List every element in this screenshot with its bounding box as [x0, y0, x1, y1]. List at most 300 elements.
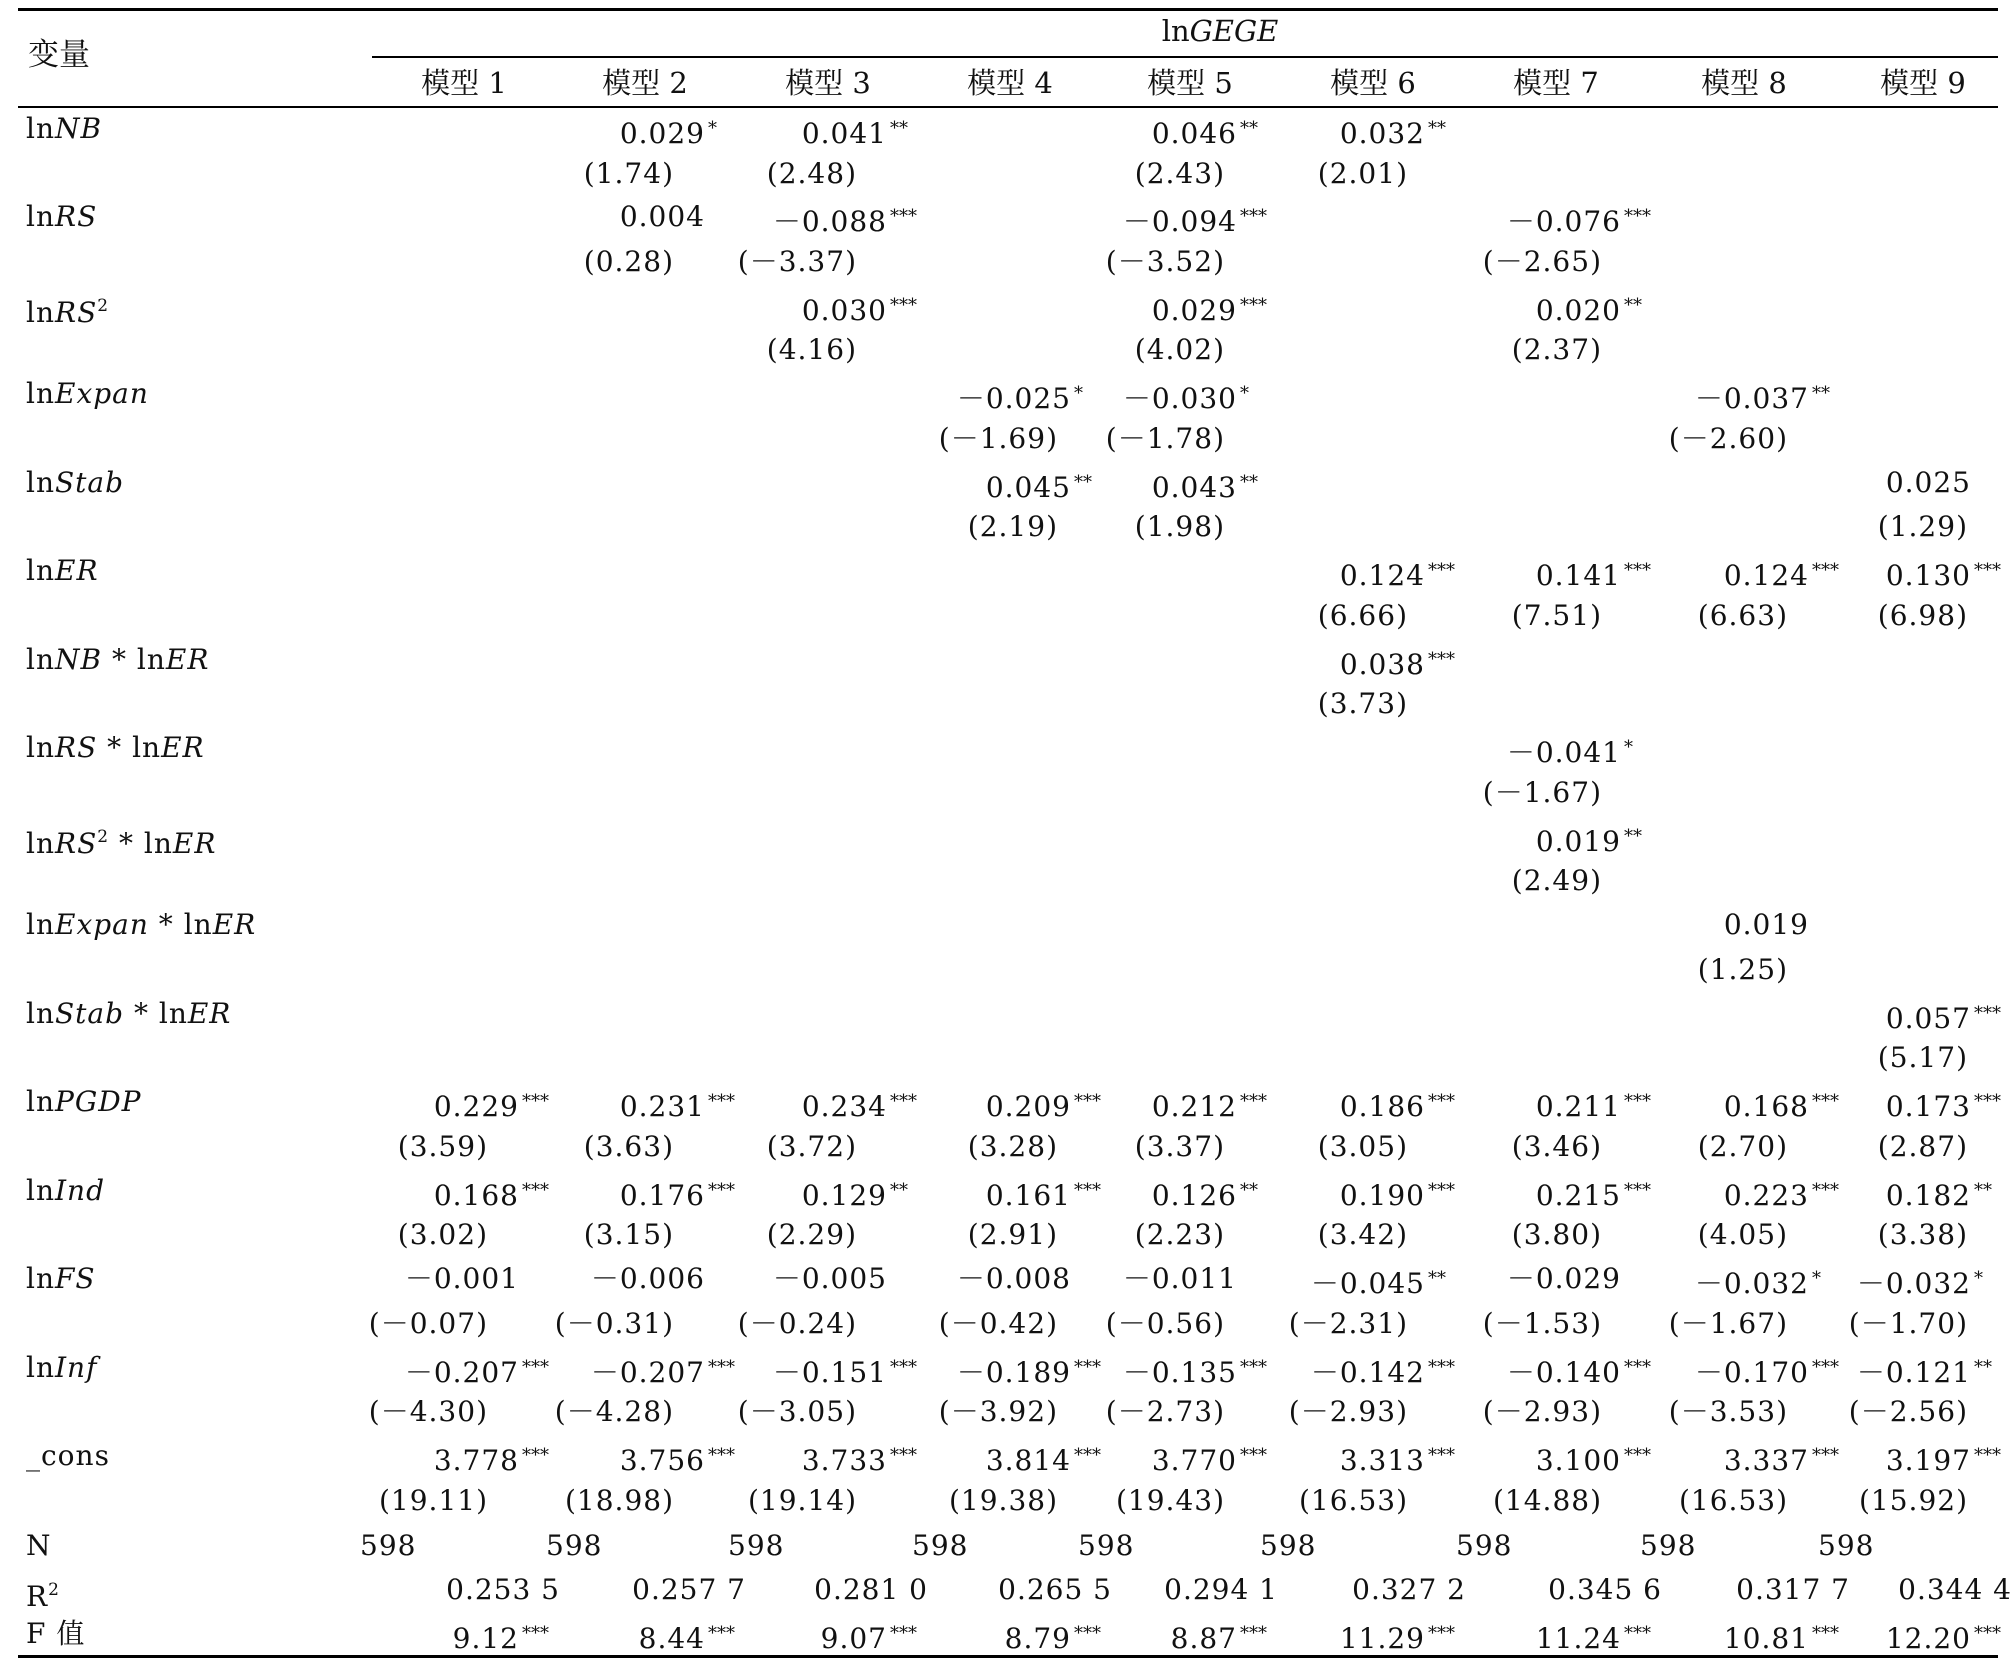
observations-cell: 598	[546, 1529, 603, 1562]
t-statistic-cell: (－2.56)	[1848, 1395, 1968, 1428]
f-value: 9.12	[452, 1622, 519, 1655]
t-statistic-cell: (19.14)	[747, 1484, 857, 1517]
label-variable: RS	[55, 731, 98, 764]
label-variable: RS	[55, 296, 98, 329]
coefficient-value: －0.008	[956, 1262, 1071, 1295]
significance-stars: **	[1974, 1357, 1992, 1378]
t-statistic-cell: (5.17)	[1877, 1041, 1968, 1074]
row-label	[26, 467, 124, 499]
coefficient-value: －0.025	[956, 382, 1071, 415]
significance-stars: ***	[1240, 1091, 1267, 1112]
row-label	[26, 290, 109, 329]
coefficient-cell	[1724, 909, 1850, 941]
coefficient-value: 3.756	[619, 1444, 705, 1477]
coefficient-value: 0.041	[801, 117, 887, 150]
label-variable-2: ER	[172, 827, 217, 860]
coefficient-value: －0.030	[1122, 382, 1237, 415]
coefficient-cell	[1536, 821, 1662, 858]
t-statistic-cell: (3.28)	[967, 1130, 1058, 1163]
label-prefix: ln	[26, 466, 55, 499]
row-label	[26, 113, 102, 145]
significance-stars: ***	[1974, 560, 2001, 581]
coefficient-value: －0.189	[956, 1356, 1071, 1389]
significance-stars: ***	[1624, 1623, 1651, 1644]
model-header: 模型 2	[602, 66, 688, 100]
significance-stars: ***	[1074, 1357, 1101, 1378]
label-variable: Stab	[55, 997, 125, 1030]
f-value: 8.44	[638, 1622, 705, 1655]
r2-letter: R	[26, 1580, 49, 1613]
label-superscript: 2	[97, 827, 110, 847]
significance-stars: ***	[890, 206, 917, 227]
significance-stars: ***	[1240, 206, 1267, 227]
coefficient-value: －0.037	[1694, 382, 1809, 415]
significance-stars: ***	[708, 1091, 735, 1112]
row-label	[26, 1175, 105, 1207]
row-label	[26, 821, 216, 860]
model-header: 模型 4	[967, 66, 1053, 100]
label-prefix: ln	[26, 1262, 55, 1295]
label-superscript: 2	[97, 296, 110, 316]
coefficient-cell	[1857, 1263, 2012, 1300]
t-statistic-cell: (－0.24)	[737, 1307, 857, 1340]
f-statistic-cell	[639, 1618, 746, 1655]
significance-stars: ***	[708, 1623, 735, 1644]
observations-cell: 598	[1640, 1529, 1697, 1562]
coefficient-value: －0.151	[772, 1356, 887, 1389]
coefficient-cell	[434, 1086, 560, 1123]
coefficient-value: 0.209	[985, 1090, 1071, 1123]
significance-stars: ***	[1240, 295, 1267, 316]
significance-stars: **	[1974, 1180, 1992, 1201]
t-statistic-cell: (－0.56)	[1105, 1307, 1225, 1340]
label-variable: Ind	[55, 1174, 106, 1207]
significance-stars: ***	[1812, 560, 1839, 581]
t-statistic-cell: (14.88)	[1492, 1484, 1602, 1517]
significance-stars: **	[1624, 826, 1642, 847]
label-prefix: ln	[26, 643, 55, 676]
t-statistic-cell: (－0.42)	[938, 1307, 1058, 1340]
r-squared-cell: 0.265 5	[998, 1573, 1112, 1606]
significance-stars: *	[1074, 383, 1083, 404]
model-header: 模型 5	[1147, 66, 1233, 100]
coefficient-cell	[1507, 732, 1662, 769]
coefficient-value: －0.001	[404, 1262, 519, 1295]
coefficient-cell	[1123, 1352, 1278, 1389]
t-statistic-cell: (15.92)	[1858, 1484, 1968, 1517]
dependent-variable-name: GEGE	[1189, 14, 1279, 48]
significance-stars: ***	[1812, 1445, 1839, 1466]
label-prefix: ln	[26, 554, 55, 587]
t-statistic-cell: (2.91)	[967, 1218, 1058, 1251]
coefficient-value: 3.313	[1339, 1444, 1425, 1477]
row-label	[26, 555, 99, 587]
coefficient-cell	[1886, 1086, 2012, 1123]
coefficient-value: 0.057	[1885, 1002, 1971, 1035]
significance-stars: ***	[1428, 1623, 1455, 1644]
significance-stars: *	[1974, 1268, 1983, 1289]
significance-stars: ***	[1624, 1445, 1651, 1466]
t-statistic-cell: (－2.73)	[1105, 1395, 1225, 1428]
top-rule	[18, 8, 1998, 11]
label-variable-2: ER	[187, 997, 232, 1030]
significance-stars: ***	[890, 1623, 917, 1644]
coefficient-value: 0.038	[1339, 648, 1425, 681]
coefficient-value: 0.004	[619, 200, 705, 233]
label-variable: PGDP	[55, 1085, 142, 1118]
coefficient-value: －0.006	[590, 1262, 705, 1295]
spanner-rule	[372, 56, 1998, 58]
observations-cell: 598	[360, 1529, 417, 1562]
label-prefix: ln	[26, 827, 55, 860]
f-value: 11.24	[1535, 1622, 1621, 1655]
coefficient-value: 0.229	[433, 1090, 519, 1123]
coefficient-value: 0.215	[1535, 1179, 1621, 1212]
significance-stars: ***	[1428, 1445, 1455, 1466]
significance-stars: ***	[708, 1180, 735, 1201]
coefficient-cell	[986, 1086, 1112, 1123]
coefficient-value: 0.019	[1535, 825, 1621, 858]
coefficient-value: 0.129	[801, 1179, 887, 1212]
label-prefix: ln	[26, 377, 55, 410]
t-statistic-cell: (－1.67)	[1668, 1307, 1788, 1340]
row-label	[26, 1263, 96, 1295]
t-statistic-cell: (2.87)	[1877, 1130, 1968, 1163]
coefficient-cell	[1536, 1086, 1662, 1123]
label-variable: RS	[55, 200, 98, 233]
coefficient-value: 3.778	[433, 1444, 519, 1477]
r-squared-cell: 0.327 2	[1352, 1573, 1466, 1606]
significance-stars: **	[1240, 472, 1258, 493]
label-variable: ER	[55, 554, 99, 587]
coefficient-value: 0.046	[1151, 117, 1237, 150]
f-value: 8.87	[1170, 1622, 1237, 1655]
coefficient-value: 0.045	[985, 471, 1071, 504]
coefficient-cell	[1340, 113, 1466, 150]
f-statistic-cell	[1005, 1618, 1112, 1655]
coefficient-value: 0.020	[1535, 294, 1621, 327]
significance-stars: ***	[522, 1180, 549, 1201]
t-statistic-cell: (1.74)	[583, 157, 674, 190]
coefficient-value: 0.032	[1339, 117, 1425, 150]
coefficient-value: 0.124	[1339, 559, 1425, 592]
significance-stars: ***	[890, 295, 917, 316]
t-statistic-cell: (－2.60)	[1668, 422, 1788, 455]
coefficient-cell	[1152, 467, 1278, 504]
significance-stars: ***	[1428, 1180, 1455, 1201]
row-label	[26, 201, 97, 233]
coefficient-value: 0.211	[1535, 1090, 1621, 1123]
coefficient-value: 0.223	[1723, 1179, 1809, 1212]
f-statistic-cell	[1724, 1618, 1850, 1655]
significance-stars: ***	[1240, 1357, 1267, 1378]
t-statistic-cell: (6.98)	[1877, 599, 1968, 632]
coefficient-value: 3.814	[985, 1444, 1071, 1477]
coefficient-cell	[620, 1440, 746, 1477]
t-statistic-cell: (3.73)	[1317, 687, 1408, 720]
t-statistic-cell: (7.51)	[1511, 599, 1602, 632]
significance-stars: ***	[1624, 1357, 1651, 1378]
significance-stars: ***	[1428, 1357, 1455, 1378]
significance-stars: ***	[1428, 560, 1455, 581]
coefficient-cell	[1536, 1175, 1662, 1212]
significance-stars: ***	[1240, 1445, 1267, 1466]
t-statistic-cell: (19.43)	[1115, 1484, 1225, 1517]
t-statistic-cell: (－3.05)	[737, 1395, 857, 1428]
label-prefix: ln	[26, 908, 55, 941]
t-statistic-cell: (－3.92)	[938, 1395, 1058, 1428]
significance-stars: ***	[1812, 1091, 1839, 1112]
t-statistic-cell: (3.42)	[1317, 1218, 1408, 1251]
coefficient-cell	[1311, 1263, 1466, 1300]
t-statistic-cell: (3.46)	[1511, 1130, 1602, 1163]
t-statistic-cell: (3.37)	[1134, 1130, 1225, 1163]
coefficient-value: 0.212	[1151, 1090, 1237, 1123]
coefficient-cell	[1536, 555, 1662, 592]
significance-stars: ***	[1812, 1357, 1839, 1378]
coefficient-cell	[986, 1440, 1112, 1477]
label-prefix: ln	[26, 200, 55, 233]
coefficient-value: －0.076	[1506, 205, 1621, 238]
significance-stars: ***	[1074, 1623, 1101, 1644]
t-statistic-cell: (2.49)	[1511, 864, 1602, 897]
t-statistic-cell: (3.72)	[766, 1130, 857, 1163]
coefficient-cell	[1311, 1352, 1466, 1389]
label-variable-2: ER	[212, 908, 257, 941]
t-statistic-cell: (－1.67)	[1482, 776, 1602, 809]
coefficient-cell	[1857, 1352, 2012, 1389]
r2-superscript: 2	[48, 1580, 60, 1600]
coefficient-value: 0.029	[619, 117, 705, 150]
r-squared-cell: 0.345 6	[1548, 1573, 1662, 1606]
coefficient-value: 3.770	[1151, 1444, 1237, 1477]
coefficient-cell	[1340, 1086, 1466, 1123]
coefficient-cell	[1886, 1440, 2012, 1477]
f-statistic-cell	[1340, 1618, 1466, 1655]
coefficient-value: 0.030	[801, 294, 887, 327]
significance-stars: *	[1812, 1268, 1821, 1289]
t-statistic-cell: (3.05)	[1317, 1130, 1408, 1163]
coefficient-value: －0.011	[1122, 1262, 1237, 1295]
coefficient-cell	[1507, 201, 1662, 238]
r-squared-cell: 0.281 0	[814, 1573, 928, 1606]
t-statistic-cell: (－1.53)	[1482, 1307, 1602, 1340]
coefficient-cell	[1886, 1175, 2012, 1212]
significance-stars: ***	[890, 1091, 917, 1112]
t-statistic-cell: (1.29)	[1877, 510, 1968, 543]
coefficient-value: －0.142	[1310, 1356, 1425, 1389]
t-statistic-cell: (4.16)	[766, 333, 857, 366]
coefficient-cell	[405, 1263, 560, 1295]
t-statistic-cell: (－1.70)	[1848, 1307, 1968, 1340]
significance-stars: ***	[1974, 1623, 2001, 1644]
t-statistic-cell: (2.37)	[1511, 333, 1602, 366]
label-prefix: ln	[26, 112, 55, 145]
row-label	[26, 1440, 110, 1472]
significance-stars: ***	[890, 1357, 917, 1378]
significance-stars: ***	[522, 1357, 549, 1378]
t-statistic-cell: (18.98)	[564, 1484, 674, 1517]
coefficient-value: －0.032	[1856, 1267, 1971, 1300]
label-variable: FS	[55, 1262, 96, 1295]
coefficient-cell	[1152, 290, 1278, 327]
stat-label-n: N	[26, 1529, 52, 1562]
coefficient-value: －0.207	[590, 1356, 705, 1389]
t-statistic-cell: (6.66)	[1317, 599, 1408, 632]
significance-stars: ***	[1624, 1091, 1651, 1112]
observations-cell: 598	[1078, 1529, 1135, 1562]
label-variable: Inf	[55, 1351, 98, 1384]
t-statistic-cell: (2.29)	[766, 1218, 857, 1251]
coefficient-cell	[620, 201, 746, 233]
t-statistic-cell: (2.23)	[1134, 1218, 1225, 1251]
header-bottom-rule	[18, 106, 1998, 108]
label-variable: Stab	[55, 466, 125, 499]
coefficient-value: 0.141	[1535, 559, 1621, 592]
coefficient-value: 0.124	[1723, 559, 1809, 592]
significance-stars: **	[1240, 1180, 1258, 1201]
t-statistic-cell: (19.38)	[948, 1484, 1058, 1517]
label-prefix: ln	[26, 1085, 55, 1118]
coefficient-cell	[1536, 290, 1662, 327]
t-statistic-cell: (－2.65)	[1482, 245, 1602, 278]
t-statistic-cell: (3.38)	[1877, 1218, 1968, 1251]
f-value: 8.79	[1004, 1622, 1071, 1655]
coefficient-cell	[802, 1440, 928, 1477]
significance-stars: ***	[1428, 1091, 1455, 1112]
t-statistic-cell: (3.59)	[397, 1130, 488, 1163]
observations-cell: 598	[728, 1529, 785, 1562]
t-statistic-cell: (3.15)	[583, 1218, 674, 1251]
coefficient-cell	[1152, 1440, 1278, 1477]
coefficient-value: 0.019	[1723, 908, 1809, 941]
coefficient-cell	[986, 1175, 1112, 1212]
f-statistic-cell	[1536, 1618, 1662, 1655]
coefficient-cell	[1886, 555, 2012, 592]
t-statistic-cell: (－1.78)	[1105, 422, 1225, 455]
t-statistic-cell: (3.63)	[583, 1130, 674, 1163]
r-squared-cell: 0.253 5	[446, 1573, 560, 1606]
coefficient-cell	[620, 1086, 746, 1123]
label-variable: NB	[55, 643, 103, 676]
coefficient-cell	[1152, 1086, 1278, 1123]
coefficient-value: 0.043	[1151, 471, 1237, 504]
f-value: 12.20	[1885, 1622, 1971, 1655]
coefficient-value: －0.135	[1122, 1356, 1237, 1389]
significance-stars: *	[1240, 383, 1249, 404]
f-statistic-cell	[453, 1618, 560, 1655]
significance-stars: ***	[1974, 1003, 2001, 1024]
t-statistic-cell: (16.53)	[1298, 1484, 1408, 1517]
label-prefix: ln	[26, 731, 55, 764]
t-statistic-cell: (19.11)	[378, 1484, 488, 1517]
stat-label-f: F 值	[26, 1617, 86, 1650]
stat-label-r2	[26, 1574, 60, 1613]
coefficient-cell	[1340, 644, 1466, 681]
label-interaction-operator: * ln	[102, 643, 166, 676]
r-squared-cell: 0.294 1	[1164, 1573, 1278, 1606]
significance-stars: ***	[1974, 1091, 2001, 1112]
significance-stars: ***	[1624, 560, 1651, 581]
coefficient-cell	[405, 1352, 560, 1389]
coefficient-value: 0.126	[1151, 1179, 1237, 1212]
significance-stars: **	[1074, 472, 1092, 493]
coefficient-value: 0.234	[801, 1090, 887, 1123]
coefficient-value: －0.005	[772, 1262, 887, 1295]
coefficient-cell	[802, 1086, 928, 1123]
t-statistic-cell: (－3.52)	[1105, 245, 1225, 278]
significance-stars: ***	[1974, 1445, 2001, 1466]
coefficient-value: 3.100	[1535, 1444, 1621, 1477]
coefficient-cell	[1695, 1352, 1850, 1389]
t-statistic-cell: (2.70)	[1697, 1130, 1788, 1163]
bottom-rule	[18, 1655, 1998, 1658]
t-statistic-cell: (1.25)	[1697, 953, 1788, 986]
coefficient-cell	[1152, 113, 1278, 150]
coefficient-cell	[802, 113, 928, 150]
label-prefix: ln	[26, 1174, 55, 1207]
observations-cell: 598	[1456, 1529, 1513, 1562]
coefficient-cell	[620, 1175, 746, 1212]
coefficient-cell	[1507, 1263, 1662, 1295]
model-header: 模型 8	[1701, 66, 1787, 100]
t-statistic-cell: (3.02)	[397, 1218, 488, 1251]
coefficient-cell	[1695, 1263, 1850, 1300]
significance-stars: **	[1240, 118, 1258, 139]
coefficient-value: 0.190	[1339, 1179, 1425, 1212]
coefficient-value: 0.168	[433, 1179, 519, 1212]
coefficient-value: 0.182	[1885, 1179, 1971, 1212]
label-prefix: ln	[26, 1351, 55, 1384]
significance-stars: **	[890, 118, 908, 139]
coefficient-cell	[1536, 1440, 1662, 1477]
coefficient-value: －0.170	[1694, 1356, 1809, 1389]
coefficient-value: 3.337	[1723, 1444, 1809, 1477]
f-statistic-cell	[821, 1618, 928, 1655]
coefficient-cell	[1886, 998, 2012, 1035]
coefficient-cell	[620, 113, 746, 150]
significance-stars: ***	[1624, 206, 1651, 227]
t-statistic-cell: (－0.07)	[368, 1307, 488, 1340]
t-statistic-cell: (16.53)	[1678, 1484, 1788, 1517]
significance-stars: ***	[522, 1445, 549, 1466]
row-label-header: 变量	[28, 37, 90, 73]
label-interaction-operator: * ln	[97, 731, 162, 764]
label-variable-2: ER	[161, 731, 205, 764]
observations-cell: 598	[1260, 1529, 1317, 1562]
significance-stars: ***	[708, 1357, 735, 1378]
significance-stars: ***	[522, 1091, 549, 1112]
coefficient-value: －0.029	[1506, 1262, 1621, 1295]
coefficient-value: 0.130	[1885, 559, 1971, 592]
significance-stars: ***	[522, 1623, 549, 1644]
row-label	[26, 732, 205, 764]
significance-stars: ***	[1074, 1091, 1101, 1112]
coefficient-cell	[1724, 555, 1850, 592]
coefficient-value: －0.041	[1506, 736, 1621, 769]
coefficient-cell	[1340, 1175, 1466, 1212]
f-value: 11.29	[1339, 1622, 1425, 1655]
coefficient-cell	[1123, 1263, 1278, 1295]
coefficient-value: 3.733	[801, 1444, 887, 1477]
significance-stars: **	[1624, 295, 1642, 316]
coefficient-value: －0.121	[1856, 1356, 1971, 1389]
significance-stars: *	[1624, 737, 1633, 758]
t-statistic-cell: (－2.93)	[1288, 1395, 1408, 1428]
r-squared-cell: 0.257 7	[632, 1573, 746, 1606]
model-header: 模型 3	[785, 66, 871, 100]
t-statistic-cell: (－4.28)	[554, 1395, 674, 1428]
